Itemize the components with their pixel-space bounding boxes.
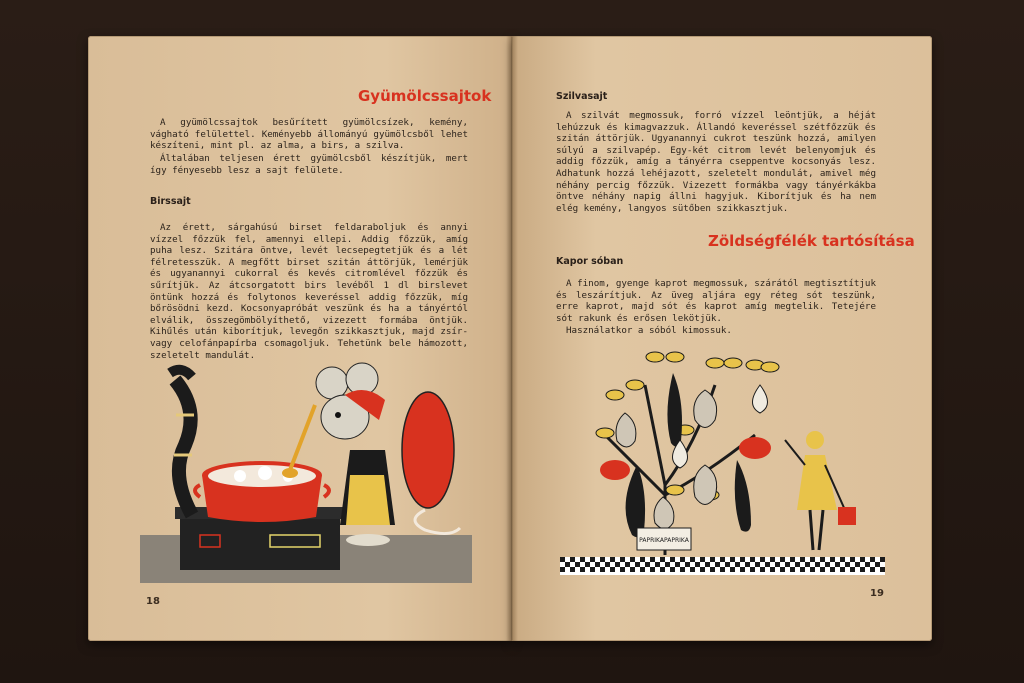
left-page-title: Gyümölcssajtok [358,87,492,105]
right-page-number: 19 [870,588,884,599]
book-spine [506,36,518,641]
kapor-heading: Kapor sóban [556,256,624,267]
left-intro-paragraph: A gyümölcssajtok besűrített gyümölcsízek, kemény, vágható felülettel. Keményebb állományú gyümölcsből lehet készíteni, mint pl. az alma, a birs, a szilva. [150,117,468,152]
left-intro-paragraph-2: Általában teljesen érett gyümölcsből készítjük, mert így fényesebb lesz a sajt felülete. [150,153,468,176]
right-page-title: Zöldségfélék tartósítása [708,232,915,250]
mouse-cooking-illustration [140,355,475,585]
vegetable-plant-illustration [555,345,885,585]
birssajt-text: Az érett, sárgahúsú birset feldaraboljuk és annyi vízzel főzzük fel, amennyi ellepi. Addig főzzük, amíg puha lesz. Szitára öntve, levét lecsepegtetjük és a lét félretesszük. A megfőtt birset szitán áttörjük, lemérjük és ugyanannyi cukorral és kevés citromlével főzzük és sűrítjük. Az átcsorgatott birs levéből 1 dl birslevet öntünk hozzá és folytonos keveréssel addig főzzük, míg bőrösödni kezd. Kocsonyapróbát veszünk és ha a tányértól elválik, összegömbölyíthető, vizezett formába öntjük. Kihűlés után kiborítjuk, levegőn szikkasztjuk, majd zsír- vagy celofánpapírba csomagoljuk. Tehetünk bele hámozott, szeletelt mandulát. [150,222,468,361]
birssajt-heading: Birssajt [150,196,191,207]
kapor-text: A finom, gyenge kaprot megmossuk, szárától megtisztítjuk és leszárítjuk. Az üveg aljára egy réteg sót teszünk, erre kaprot, majd sót és kaprot amíg megtelik. Tetejére sót rakunk és erősen lekötjük. [556,278,876,324]
kapor-text-2: Használatkor a sóból kimossuk. [566,325,732,336]
szilvasajt-text: A szilvát megmossuk, forró vízzel leöntjük, a héját lehúzzuk és kimagvazzuk. Állandó keveréssel szétfőzzük és szitán áttörjük. Ugyanannyi cukrot teszünk hozzá, amilyen súlyú a szilvapép. Egy-két citrom levét belenyomjuk és addig főzzük, amíg a tányérra cseppentve kocsonyás lesz. Adhatunk hozzá lehéjazott, szeletelt mondulát, amivel még néhány percig főzzük. Vizezett formákba vagy tányérkákba öntve néhány napig állni hagyjuk. Kiborítjuk és ha nem elég kemény, langyos sütőben szikkasztjuk. [556,110,876,214]
szilvasajt-heading: Szilvasajt [556,91,608,102]
checkered-ground [560,557,885,575]
plant-sign-text: PAPRIKAPAPRIKA [639,537,689,544]
left-page-number: 18 [146,596,160,607]
